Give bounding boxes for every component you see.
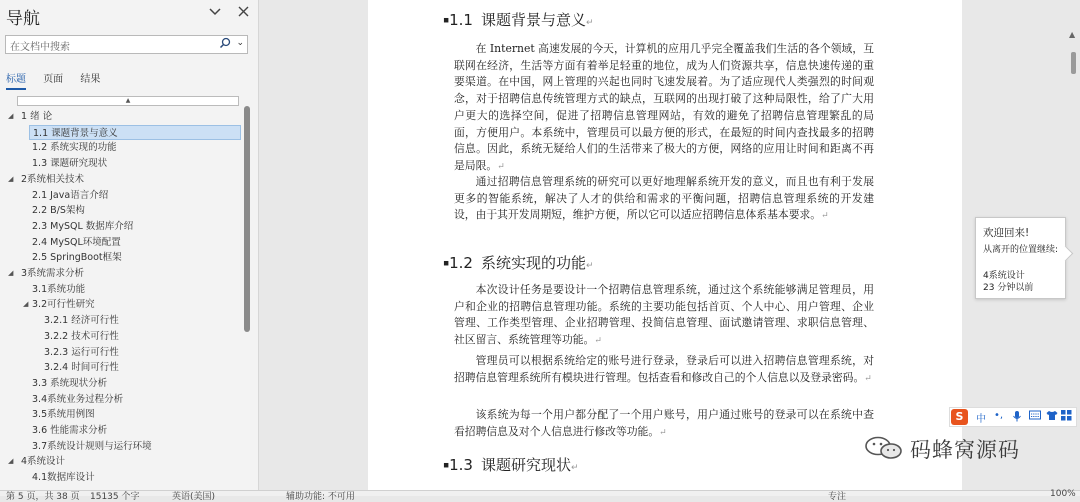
- search-input[interactable]: [5, 35, 248, 54]
- wechat-logo-icon: [864, 436, 904, 460]
- document-page[interactable]: [368, 0, 962, 490]
- nav-heading-label: 2系统相关技术: [21, 173, 85, 185]
- nav-heading-item[interactable]: [8, 454, 65, 469]
- paragraph[interactable]: 通过招聘信息管理系统的研究可以更好地理解系统开发的意义，而且也有利于发展更多的智能系统，解决了人才的供给和需求的平衡问题，招聘信息管理系统的开发建设，由于其开发周期短，维护方便，所以它可以适应招聘信息体系基本要求。↵: [454, 175, 874, 222]
- tab-pages[interactable]: 页面: [43, 74, 64, 85]
- nav-heading-item[interactable]: [8, 172, 84, 187]
- nav-heading-label: 3.2.3 运行可行性: [44, 346, 119, 358]
- welcome-title: 欢迎回来!: [983, 227, 1030, 239]
- paragraph[interactable]: 本次设计任务是要设计一个招聘信息管理系统，通过这个系统能够满足管理员，用户和企业的招聘信息管理功能。系统的主要功能包括首页、个人中心、用户管理、企业管理、工作类型管理、企业招聘管理、投简信息管理、面试邀请管理、求职信息管理、社区留言、系统管理等功能。↵: [454, 283, 874, 347]
- close-icon[interactable]: [237, 4, 250, 22]
- nav-heading-label: 3.5系统用例图: [32, 409, 95, 421]
- nav-heading-label: 3.4系统业务过程分析: [32, 393, 124, 405]
- nav-heading-label: 1.3 课题研究现状: [32, 158, 108, 170]
- paragraph[interactable]: 在 Internet 高速发展的今天，计算机的应用几乎完全覆盖我们生活的各个领域，互联网在经济，生活等方面有着举足轻重的地位，成为人们资源共享，信息快速传递的重要渠道。在中国，网上管理的兴起也同时飞速发展着。为了适应现代人类强烈的时间观念，对于招聘信息传统管理方式的缺点，互联网的出现打破了这种局限性，给了广大用户更大的选择空间，促进了招聘信息管理网站，有效的避免了招聘信息管理繁乱的局面，方便用户。本系统中，管理员可以最方便的形式，在最短的时间内查找最多的招聘信息。因此，系统无疑给人们的生活带来了极大的方便，网络的应用让时间和距离不再是局限。↵: [454, 42, 874, 172]
- search-options-icon[interactable]: ⌄: [236, 38, 244, 48]
- keyboard-icon[interactable]: [1029, 410, 1041, 423]
- shirt-icon[interactable]: [1046, 410, 1058, 424]
- heading-section[interactable]: ▪1.3 课题研究现状↵: [443, 456, 579, 474]
- nav-title: 导航: [6, 9, 40, 29]
- nav-heading-item[interactable]: [44, 360, 119, 375]
- nav-heading-item[interactable]: [44, 329, 119, 344]
- scroll-up-arrow[interactable]: ▲: [17, 96, 239, 106]
- nav-heading-label: 2.5 SpringBoot框架: [32, 252, 122, 264]
- nav-heading-label: 3.1系统功能: [32, 283, 86, 295]
- nav-heading-item[interactable]: [32, 203, 85, 218]
- nav-heading-item[interactable]: [32, 188, 108, 203]
- welcome-subtitle: 从离开的位置继续:: [983, 245, 1059, 255]
- search-placeholder: 在文档中搜索: [10, 42, 70, 53]
- nav-scrollbar[interactable]: [244, 106, 250, 332]
- nav-heading-label: 2.1 Java语言介绍: [32, 189, 109, 201]
- nav-heading-item[interactable]: [32, 439, 152, 454]
- heading-section[interactable]: ▪1.1 课题背景与意义↵: [443, 11, 594, 29]
- nav-heading-item[interactable]: [8, 266, 84, 281]
- ime-punct-toggle[interactable]: •,: [994, 410, 1004, 421]
- navigation-pane: [0, 0, 259, 490]
- tab-results[interactable]: 结果: [80, 74, 101, 85]
- nav-heading-item[interactable]: [23, 297, 95, 312]
- status-bar: [0, 489, 1080, 502]
- nav-heading-label: 3.6 性能需求分析: [32, 425, 108, 436]
- popup-pointer: [1058, 246, 1074, 262]
- nav-heading-item[interactable]: [32, 423, 107, 438]
- nav-heading-item[interactable]: [8, 109, 52, 124]
- nav-tabs: [6, 70, 114, 90]
- watermark-text: 码蜂窝源码: [910, 438, 1020, 462]
- resume-location[interactable]: 4系统设计: [983, 271, 1025, 281]
- nav-heading-label: 3.3 系统现状分析: [32, 377, 108, 389]
- scroll-up-arrow[interactable]: ▲: [1069, 30, 1076, 39]
- nav-heading-label: 2.2 B/S架构: [32, 205, 85, 217]
- resume-time: 23 分钟以前: [983, 283, 1034, 293]
- nav-heading-label: 3.2可行性研究: [32, 299, 95, 311]
- expand-toggle-icon[interactable]: ◢: [23, 300, 29, 309]
- nav-heading-label: 3.2.4 时间可行性: [44, 362, 119, 374]
- document-scrollbar[interactable]: [1071, 52, 1076, 74]
- nav-heading-label: 2.3 MySQL 数据库介绍: [32, 220, 134, 232]
- word-count[interactable]: 15135 个字: [90, 492, 140, 502]
- welcome-back-popup[interactable]: [975, 217, 1066, 299]
- language-status[interactable]: 英语(美国): [172, 492, 216, 502]
- nav-heading-label: 1.2 系统实现的功能: [32, 142, 117, 154]
- nav-heading-label: 4.1数据库设计: [32, 472, 95, 484]
- expand-toggle-icon[interactable]: ◢: [8, 174, 14, 183]
- ime-toolbar[interactable]: [949, 407, 1077, 427]
- nav-heading-label: 2.4 MySQL环境配置: [32, 236, 121, 248]
- nav-heading-item[interactable]: [32, 250, 122, 265]
- accessibility-status[interactable]: 辅助功能: 不可用: [286, 492, 355, 502]
- nav-heading-label: 1.1 课题背景与意义: [33, 127, 118, 139]
- paragraph[interactable]: 管理员可以根据系统给定的账号进行登录，登录后可以进入招聘信息管理系统，对招聘信息管理系统所有模块进行管理。包括查看和修改自己的个人信息以及登录密码。↵: [454, 354, 874, 384]
- nav-heading-item[interactable]: [44, 313, 119, 328]
- paragraph[interactable]: 该系统为每一个用户都分配了一个用户账号，用户通过账号的登录可以在系统中查看招聘信息及对个人信息进行修改等功能。↵: [454, 408, 874, 438]
- nav-heading-item[interactable]: [32, 156, 107, 171]
- nav-heading-item[interactable]: [44, 345, 119, 360]
- nav-heading-label: 3.2.1 经济可行性: [44, 315, 119, 327]
- nav-heading-item[interactable]: [32, 392, 123, 407]
- nav-heading-label: 1 绪 论: [21, 111, 53, 122]
- expand-toggle-icon[interactable]: ◢: [8, 112, 14, 120]
- mic-icon[interactable]: [1012, 410, 1022, 425]
- nav-heading-item[interactable]: [29, 125, 241, 140]
- nav-heading-item[interactable]: [32, 407, 95, 422]
- grid-icon[interactable]: [1061, 410, 1072, 424]
- chevron-down-icon[interactable]: [208, 4, 222, 22]
- nav-heading-label: 4系统设计: [21, 456, 66, 468]
- nav-heading-item[interactable]: [32, 376, 107, 391]
- ime-lang-toggle[interactable]: 中: [976, 414, 986, 425]
- nav-heading-item[interactable]: [32, 140, 117, 155]
- nav-heading-label: 3.7系统设计规则与运行环境: [32, 440, 152, 452]
- zoom-level[interactable]: 100%: [1050, 489, 1076, 499]
- nav-heading-item[interactable]: [32, 219, 133, 234]
- nav-heading-item[interactable]: [32, 470, 95, 485]
- expand-toggle-icon[interactable]: ◢: [8, 457, 14, 466]
- expand-toggle-icon[interactable]: ◢: [8, 269, 14, 277]
- focus-mode[interactable]: 专注: [828, 492, 847, 502]
- nav-heading-item[interactable]: [32, 235, 121, 250]
- ime-logo-icon[interactable]: S: [951, 409, 968, 425]
- page-count[interactable]: 第 5 页，共 38 页: [6, 492, 80, 502]
- search-icon[interactable]: [219, 37, 231, 52]
- nav-heading-item[interactable]: [32, 282, 85, 297]
- nav-heading-label: 3.2.2 技术可行性: [44, 330, 119, 342]
- heading-section[interactable]: ▪1.2 系统实现的功能↵: [443, 254, 594, 272]
- nav-heading-label: 3系统需求分析: [21, 268, 85, 279]
- tab-headings[interactable]: 标题: [6, 70, 26, 90]
